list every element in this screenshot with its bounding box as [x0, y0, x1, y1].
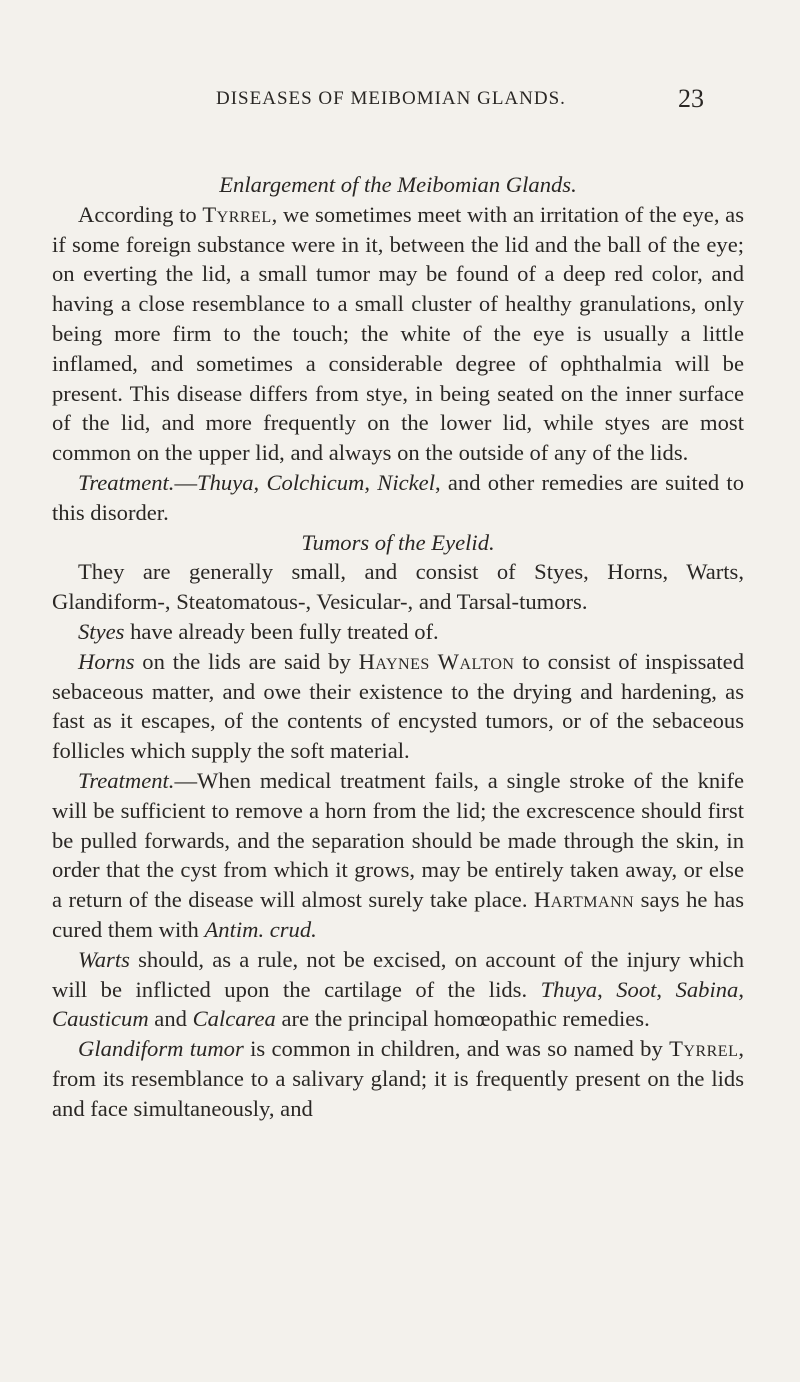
author-name: Hartmann: [533, 887, 635, 913]
section-heading-meibomian: Enlargement of the Meibomian Glands.: [219, 172, 577, 197]
paragraph-warts: [52, 945, 744, 1034]
remedy-name: Thuya: [197, 469, 254, 495]
remedy-name: Sabina: [675, 976, 739, 1002]
text: to consist of inspissated sebaceous matter, and owe their existence to the drying and hardening, as fast as it escapes, of the contents of encysted tumors, or of the sebaceous follicles which supply the soft material.: [52, 648, 745, 764]
text: and: [148, 1006, 193, 1032]
separator: ,: [656, 976, 676, 1002]
treatment-label: Treatment.: [78, 469, 175, 495]
remedy-name: Antim. crud.: [204, 916, 317, 942]
dash: —: [174, 469, 198, 495]
remedy-name: Thuya: [540, 976, 598, 1002]
separator: ,: [253, 469, 267, 495]
text: , from its resemblance to a salivary gland; it is frequently present on the lids and face simultaneously, and: [52, 1036, 744, 1121]
separator: ,: [738, 976, 744, 1002]
paragraph-glandiform: [52, 1034, 744, 1123]
paragraph-horns: [52, 647, 744, 766]
paragraph-treatment-horns: [52, 766, 744, 945]
text: says he has cured them with: [52, 887, 744, 942]
paragraph-tumor-types: They are generally small, and consist of Styes, Horns, Warts, Glandiform-, Steatomatous-, Vesicular-, and Tarsal-tumors.: [52, 559, 744, 615]
term-horns: Horns: [78, 648, 135, 674]
running-title: DISEASES OF MEIBOMIAN GLANDS.: [216, 88, 566, 109]
author-name: Tyrrel: [202, 201, 272, 227]
separator: ,: [364, 469, 378, 495]
text: is common in children, and was so named by: [243, 1036, 670, 1062]
separator: ,: [597, 976, 617, 1002]
term-glandiform: Glandiform tumor: [78, 1036, 244, 1062]
treatment-label: Treatment.: [78, 767, 175, 793]
text: should, as a rule, not be excised, on account of the injury which will be inflicted upon the cartilage of the lids.: [52, 946, 744, 1002]
body-text: [52, 170, 744, 1124]
page-number: 23: [678, 84, 704, 113]
paragraph-styes: [52, 617, 744, 647]
author-name: Tyrrel: [669, 1036, 739, 1062]
text: According to: [78, 201, 203, 227]
term-warts: Warts: [78, 946, 130, 972]
running-head: [216, 84, 704, 118]
text: are the principal homœopathic remedies.: [275, 1006, 650, 1032]
section-heading-tumors: Tumors of the Eyelid.: [301, 529, 495, 555]
remedy-name: Nickel: [377, 469, 435, 495]
remedy-name: Calcarea: [192, 1006, 276, 1032]
text: on the lids are said by: [134, 648, 359, 674]
text: , and other remedies are suited to this disorder.: [52, 469, 744, 525]
author-name: Haynes Walton: [358, 648, 515, 674]
remedy-name: Soot: [616, 976, 657, 1002]
text: have already been fully treated of.: [124, 618, 439, 644]
term-styes: Styes: [78, 618, 125, 644]
paragraph-treatment-meibomian: [52, 468, 744, 528]
text: —When medical treatment fails, a single stroke of the knife will be sufficient to remove a horn from the lid; the excrescence should first be pulled forwards, and the separation should be made through the skin, in order that the cyst from which it grows, may be entirely taken away, or else a return of the disease will almost surely take place.: [52, 767, 744, 913]
paragraph-tyrrel-irritation: [52, 200, 744, 468]
text: , we sometimes meet with an irritation of the eye, as if some foreign substance were in it, between the lid and the ball of the eye; on everting the lid, a small tumor may be found of a deep red color, and having a close resemblance to a small cluster of healthy granulations, only being more firm to the touch; the white of the eye is usually a little inflamed, and sometimes a considerable degree of ophthalmia will be present. This disease differs from stye, in being seated on the inner surface of the lid, and more frequently on the lower lid, while styes are most common on the upper lid, and always on the outside of any of the lids.: [52, 201, 745, 466]
remedy-name: Causticum: [52, 1006, 149, 1032]
remedy-name: Colchicum: [266, 469, 365, 495]
